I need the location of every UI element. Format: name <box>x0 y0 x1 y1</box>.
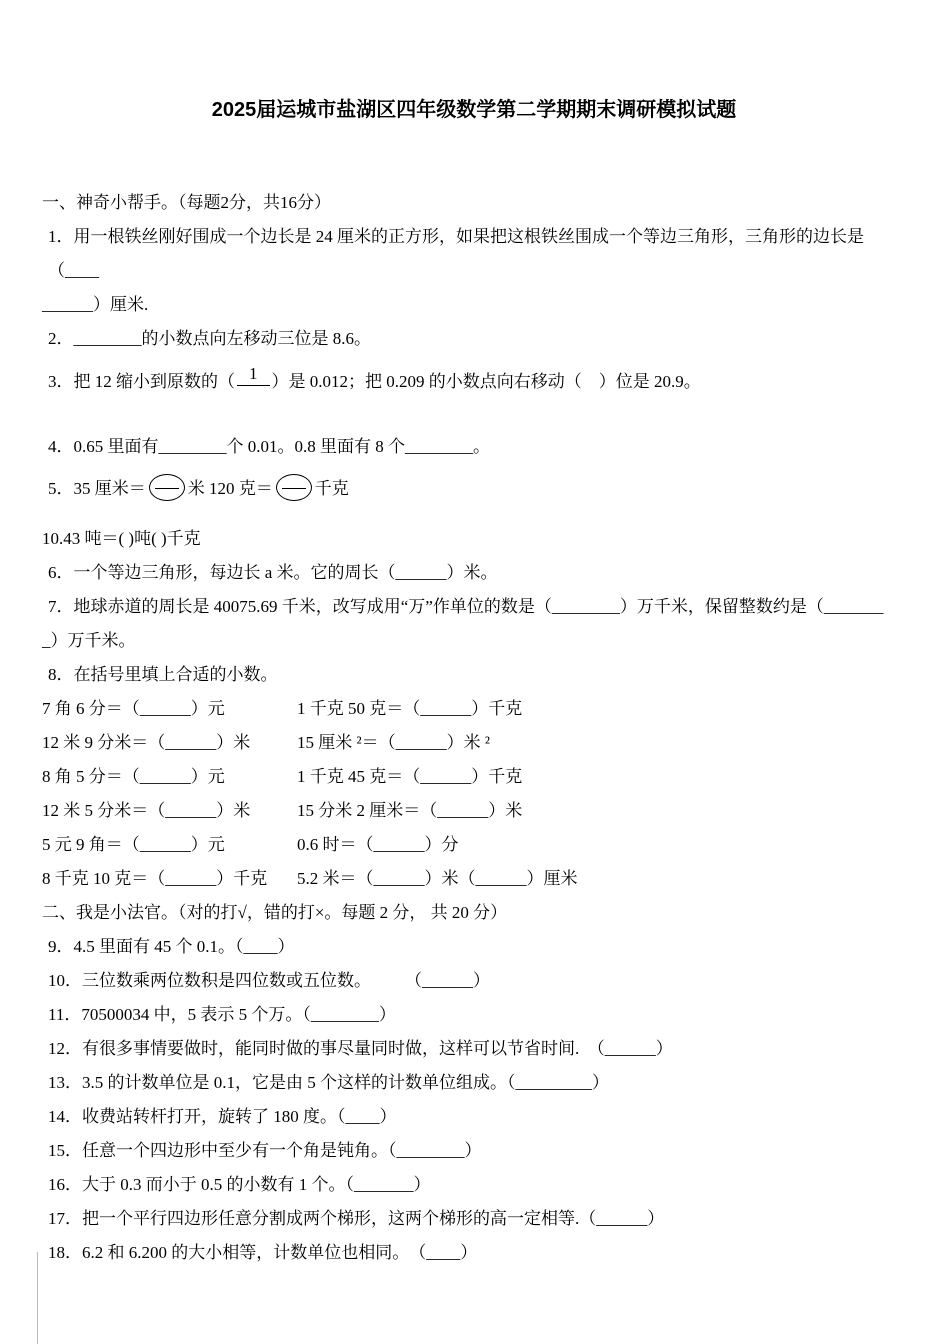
text-segment: 16．大于 0.3 而小于 0.5 的小数有 1 个。（_______） <box>48 1175 431 1194</box>
left-column-text: 7 角 6 分＝（______）元 <box>42 699 225 718</box>
section-2-heading <box>42 896 906 930</box>
text-segment: 6．一个等边三角形，每边长 a 米。它的周长（______）米。 <box>48 563 498 582</box>
text-segment: 11．70500034 中，5 表示 5 个万。（________） <box>48 1005 396 1024</box>
question-12 <box>42 1032 906 1066</box>
question-10 <box>42 964 906 998</box>
text-segment: 18．6.2 和 6.200 的大小相等，计数单位也相同。 （____） <box>48 1243 478 1262</box>
question-8-row-1 <box>42 692 906 726</box>
section-1-heading <box>42 186 906 220</box>
left-column-text: 8 角 5 分＝（______）元 <box>42 767 225 786</box>
text-segment: 17．把一个平行四边形任意分割成两个梯形，这两个梯形的高一定相等.（______） <box>48 1209 665 1228</box>
left-column-text: 8 千克 10 克＝（______）千克 <box>42 869 268 888</box>
question-8-row-4 <box>42 794 906 828</box>
question-1-line-1 <box>42 220 906 288</box>
question-8-row-5 <box>42 828 906 862</box>
text-segment: 8．在括号里填上合适的小数。 <box>48 665 278 684</box>
question-13 <box>42 1066 906 1100</box>
question-8-row-3 <box>42 760 906 794</box>
page-edge-rule <box>37 1252 38 1344</box>
text-segment: 10.43 吨＝( )吨( )千克 <box>42 529 201 548</box>
text-segment: ）是 0.012；把 0.209 的小数点向右移动（ ）位是 20.9。 <box>271 372 701 391</box>
text-segment: 5.2 米＝（______）米（______）厘米 <box>297 869 578 888</box>
question-16 <box>42 1168 906 1202</box>
text-segment: 1 千克 45 克＝（______）千克 <box>297 767 523 786</box>
question-5-line-2 <box>42 522 906 556</box>
text-segment: ______）厘米. <box>42 295 149 314</box>
text-segment: 0.6 时＝（______）分 <box>297 835 459 854</box>
question-6 <box>42 556 906 590</box>
text-segment: 1 千克 50 克＝（______）千克 <box>297 699 523 718</box>
text-segment: 4．0.65 里面有________个 0.01。0.8 里面有 8 个________。 <box>48 437 490 456</box>
text-segment: 米 120 克＝ <box>187 479 273 498</box>
text-segment: 3．把 12 缩小到原数的（ <box>48 372 235 391</box>
question-8 <box>42 658 906 692</box>
text-segment: 1．用一根铁丝刚好围成一个边长是 24 厘米的正方形，如果把这根铁丝围成一个等边三角形，三角形的边长是（____ <box>48 227 864 280</box>
question-4 <box>42 430 906 464</box>
text-segment: 14．收费站转杆打开，旋转了 180 度。（____） <box>48 1107 397 1126</box>
text-segment: 二、我是小法官。（对的打√，错的打×。每题 2 分， 共 20 分） <box>42 903 508 922</box>
question-9 <box>42 930 906 964</box>
question-15 <box>42 1134 906 1168</box>
text-segment: 5．35 厘米＝ <box>48 479 146 498</box>
question-5 <box>42 472 906 506</box>
text-segment: 10．三位数乘两位数积是四位数或五位数。 （______） <box>48 971 490 990</box>
question-7-line-1 <box>42 590 906 624</box>
question-18 <box>42 1236 906 1270</box>
question-17 <box>42 1202 906 1236</box>
question-8-row-6 <box>42 862 906 896</box>
text-segment: 15 分米 2 厘米＝（______）米 <box>297 801 523 820</box>
blank-fraction-oval-icon <box>149 474 185 501</box>
text-segment: 2．________的小数点向左移动三位是 8.6。 <box>48 329 371 348</box>
question-1-line-2 <box>42 288 906 322</box>
fraction-blank <box>237 364 270 406</box>
text-segment: 千克 <box>314 479 349 498</box>
text-segment: 9．4.5 里面有 45 个 0.1。（____） <box>48 937 295 956</box>
text-segment: 15 厘米 ²＝（______）米 ² <box>297 733 490 752</box>
question-8-row-2 <box>42 726 906 760</box>
left-column-text: 12 米 9 分米＝（______）米 <box>42 733 251 752</box>
text-segment: 13．3.5 的计数单位是 0.1，它是由 5 个这样的计数单位组成。（_________） <box>48 1073 609 1092</box>
left-column-text: 5 元 9 角＝（______）元 <box>42 835 225 854</box>
question-7-line-2 <box>42 624 906 658</box>
blank-fraction-oval-icon <box>276 474 312 501</box>
question-14 <box>42 1100 906 1134</box>
fraction-denominator-blank <box>237 386 270 406</box>
question-2 <box>42 322 906 356</box>
question-11 <box>42 998 906 1032</box>
question-list <box>42 186 906 1270</box>
text-segment: 7．地球赤道的周长是 40075.69 千米，改写成用“万”作单位的数是（________）万千米，保留整数约是（_______ <box>48 597 884 616</box>
fraction-numerator: 1 <box>237 364 270 386</box>
text-segment: 15．任意一个四边形中至少有一个角是钝角。（________） <box>48 1141 482 1160</box>
left-column-text: 12 米 5 分米＝（______）米 <box>42 801 251 820</box>
text-segment: 一、神奇小帮手。（每题2分，共16分） <box>42 193 331 212</box>
question-3 <box>42 364 906 406</box>
text-segment: 12．有很多事情要做时，能同时做的事尽量同时做，这样可以节省时间. （______） <box>48 1039 673 1058</box>
exam-title: 2025届运城市盐湖区四年级数学第二学期期末调研模拟试题 <box>211 99 737 121</box>
text-segment: _）万千米。 <box>42 631 136 650</box>
